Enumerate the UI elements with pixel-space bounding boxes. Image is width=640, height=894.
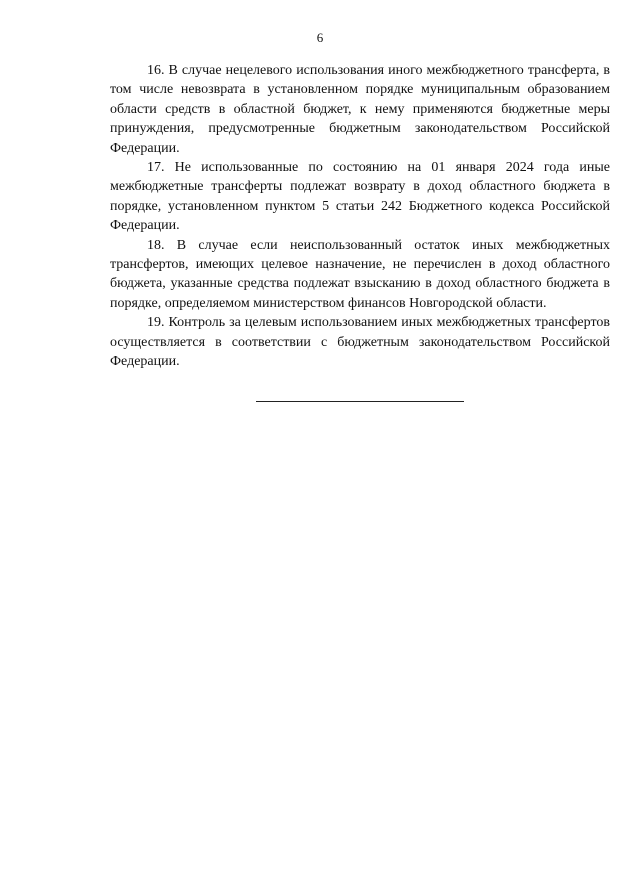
- document-body: [110, 61, 610, 372]
- paragraph-19: 19. Контроль за целевым использованием иных межбюджетных трансфертов осуществляется в соответствии с бюджетным законодательством Российской Федерации.: [110, 315, 610, 370]
- page-number: 6: [316, 30, 324, 45]
- paragraph-17: 17. Не использованные по состоянию на 01 января 2024 года иные межбюджетные трансферты подлежат возврату в доход областного бюджета в порядке, установленном пунктом 5 статьи 242 Бюджетного кодекса Российской Федерации.: [110, 160, 610, 234]
- end-of-text-rule: [256, 401, 464, 402]
- paragraph-16: 16. В случае нецелевого использования иного межбюджетного трансферта, в том числе невозврата в установленном порядке муниципальным образованием области средств в областной бюджет, к нему применяются бюджетные меры принуждения, предусмотренные бюджетным законодательством Российской Федерации.: [110, 63, 610, 156]
- paragraph-18: 18. В случае если неиспользованный остаток иных межбюджетных трансфертов, имеющих целевое назначение, не перечислен в доход областного бюджета, указанные средства подлежат взысканию в доход областного бюджета в порядке, определяемом министерством финансов Новгородской области.: [110, 237, 610, 311]
